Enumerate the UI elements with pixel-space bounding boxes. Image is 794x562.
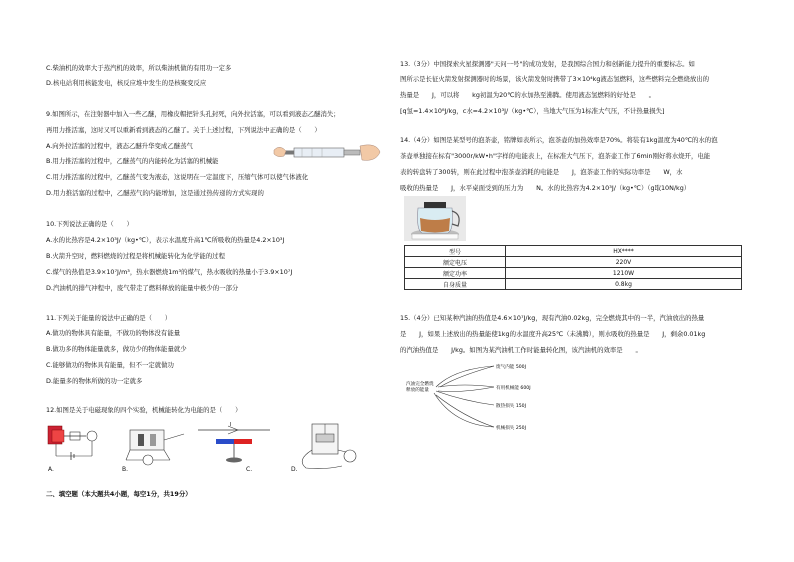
table-cell: HX****: [506, 246, 742, 257]
q14-line3: 表的转盘转了300转，则在此过程中泡茶壶消耗的电能是 J，泡茶壶工作的实际功率是 W，水: [400, 168, 683, 176]
figure-b-generator: [120, 420, 190, 472]
q10-option-d: D.汽油机的排气冲程中，废气带走了燃料释放的能量中极少的一部分: [46, 284, 239, 292]
flow-source-line2: 释放的能量: [406, 388, 429, 393]
q11-stem: 11.下列关于能量的说法中正确的是（ ）: [46, 314, 172, 322]
q13-line3: 热量是 J，可以将 kg初温为20℃的水加热至沸腾。使用液态氢燃料的好处是 。: [400, 91, 656, 99]
table-cell: 自身质量: [405, 279, 506, 290]
table-row: [405, 246, 742, 257]
q15-line1: 15.（4分）已知某种汽油的热值是4.6×10⁷J/kg，现有汽油0.02kg，完全燃烧其中的一半，汽油放出的热量: [400, 314, 705, 322]
q15-line3: 的汽油热值是 J/kg。如图为某汽油机工作时能量转化图，该汽油机的效率是 。: [400, 346, 642, 354]
q9-stem-line2: 再用力推活塞，这时又可以重新看到液态的乙醚了。关于上述过程，下列说法中正确的是（ ）: [46, 126, 321, 134]
table-cell: 额定功率: [405, 268, 506, 279]
flow-branch-heat-loss: 散热损失 150J: [496, 404, 526, 409]
q14-line4: 吸收的热量是 J，水平桌面受到的压力为 N。水的比热容为4.2×10³J/（kg•℃）（g取10N/kg）: [400, 184, 691, 192]
figure-a-label: A.: [48, 466, 54, 473]
figure-a-magnet-circuit: [46, 420, 116, 472]
figure-c-label: C.: [246, 466, 253, 473]
q10-option-b: B.火箭升空时，燃料燃烧的过程是将机械能转化为化学能的过程: [46, 252, 225, 260]
figure-d-label: D.: [291, 466, 298, 473]
flow-branch-mechanical-loss: 机械损失 250J: [496, 426, 526, 431]
tea-kettle-photo: [404, 196, 466, 241]
table-cell: 型号: [405, 246, 506, 257]
q9-option-b: B.用力推活塞的过程中，乙醚蒸气的内能转化为活塞的机械能: [46, 157, 219, 165]
table-cell: 220V: [506, 257, 742, 268]
q9-option-a: A.向外拉活塞的过程中，液态乙醚升华变成乙醚蒸气: [46, 142, 193, 150]
table-cell: 额定电压: [405, 257, 506, 268]
table-row: [405, 268, 742, 279]
syringe-figure: [272, 140, 382, 164]
q12-stem: 12.如图是关于电磁现象的四个实验，机械能转化为电能的是（ ）: [46, 406, 242, 414]
section-2-heading: 二、填空题（本大题共4小题，每空1分，共19分）: [46, 490, 192, 498]
q13-line4: [q氢=1.4×10⁸J/kg，c水=4.2×10³J/（kg•℃），当地大气压为1标准大气压，不计热量损失]: [400, 107, 665, 115]
q11-option-d: D.能量多的物体所做的功一定就多: [46, 377, 143, 385]
flow-branch-useful-work: 有用机械能 600J: [496, 386, 531, 391]
q11-option-c: C.能够做功的物体具有能量，但不一定就做功: [46, 361, 174, 369]
kettle-spec-table: [404, 245, 742, 290]
figure-b-label: B.: [122, 466, 129, 473]
energy-flow-diagram: [404, 363, 574, 433]
q14-line2: 茶壶单独接在标有"3000r/kW•h"字样的电能表上，在标准大气压下，泡茶壶工作了6min刚好将水烧开，电能: [400, 152, 711, 160]
q11-option-b: B.做功多的物体能量就多，做功少的物体能量就少: [46, 345, 187, 353]
q15-line2: 是 J，如果上述放出的热量能使1kg的水温度升高25℃（未沸腾），则水吸收的热量是 J，剩余0.01kg: [400, 330, 706, 338]
table-row: [405, 279, 742, 290]
flow-source-line1: 汽油完全燃烧: [406, 382, 434, 387]
q13-line1: 13.（3分）中国探索火星探测器"天问一号"的成功发射，是我国综合国力和创新能力提升的重要标志。如: [400, 60, 695, 68]
flow-branch-exhaust: 废气内能 500J: [496, 365, 526, 370]
figure-d-wire-in-field: [284, 420, 366, 472]
q11-option-a: A.做功的物体具有能量，不做功的物体没有能量: [46, 329, 181, 337]
table-cell: 0.8kg: [506, 279, 742, 290]
q13-line2: 图所示是长征火箭发射探测器时的场景，该火箭发射时携带了3×10⁴kg液态氢燃料，这些燃料完全燃烧放出的: [400, 75, 710, 83]
table-row: [405, 257, 742, 268]
q10-option-a: A.水的比热容是4.2×10³J/（kg•℃），表示水温度升高1℃所吸收的热量是4.2×10³J: [46, 236, 285, 244]
q10-option-c: C.煤气的热值是3.9×10⁷J/m³，热水器燃烧1m³的煤气，热水吸收的热量小于3.9×10⁷J: [46, 268, 293, 276]
q8-option-d: D.核电站利用核能发电，核反应堆中发生的是核聚变反应: [46, 79, 207, 87]
current-label: I: [230, 422, 232, 428]
figure-c-compass-wire: [194, 420, 274, 472]
q8-option-c: C.柴油机的效率大于蒸汽机的效率，所以柴油机做的有用功一定多: [46, 64, 232, 72]
q14-line1: 14.（4分）如图是某型号的泡茶壶，铭牌如表所示，泡茶壶的加热效率是70%。将装有1kg温度为40℃的水的泡: [400, 136, 718, 144]
q12-figures: [46, 420, 366, 472]
table-cell: 1210W: [506, 268, 742, 279]
q10-stem: 10.下列说法正确的是（ ）: [46, 220, 133, 228]
q9-option-d: D.用力推活塞的过程中，乙醚蒸气的内能增加，这是通过热传递的方式实现的: [46, 189, 264, 197]
q9-stem-line1: 9.如图所示，在注射器中加入一些乙醚，用橡皮帽把针头孔封死，向外拉活塞，可以看到液态乙醚消失；: [46, 110, 340, 118]
q9-option-c: C.用力推活塞的过程中，乙醚蒸气变为液态，这说明在一定温度下，压缩气体可以使气体液化: [46, 173, 309, 181]
